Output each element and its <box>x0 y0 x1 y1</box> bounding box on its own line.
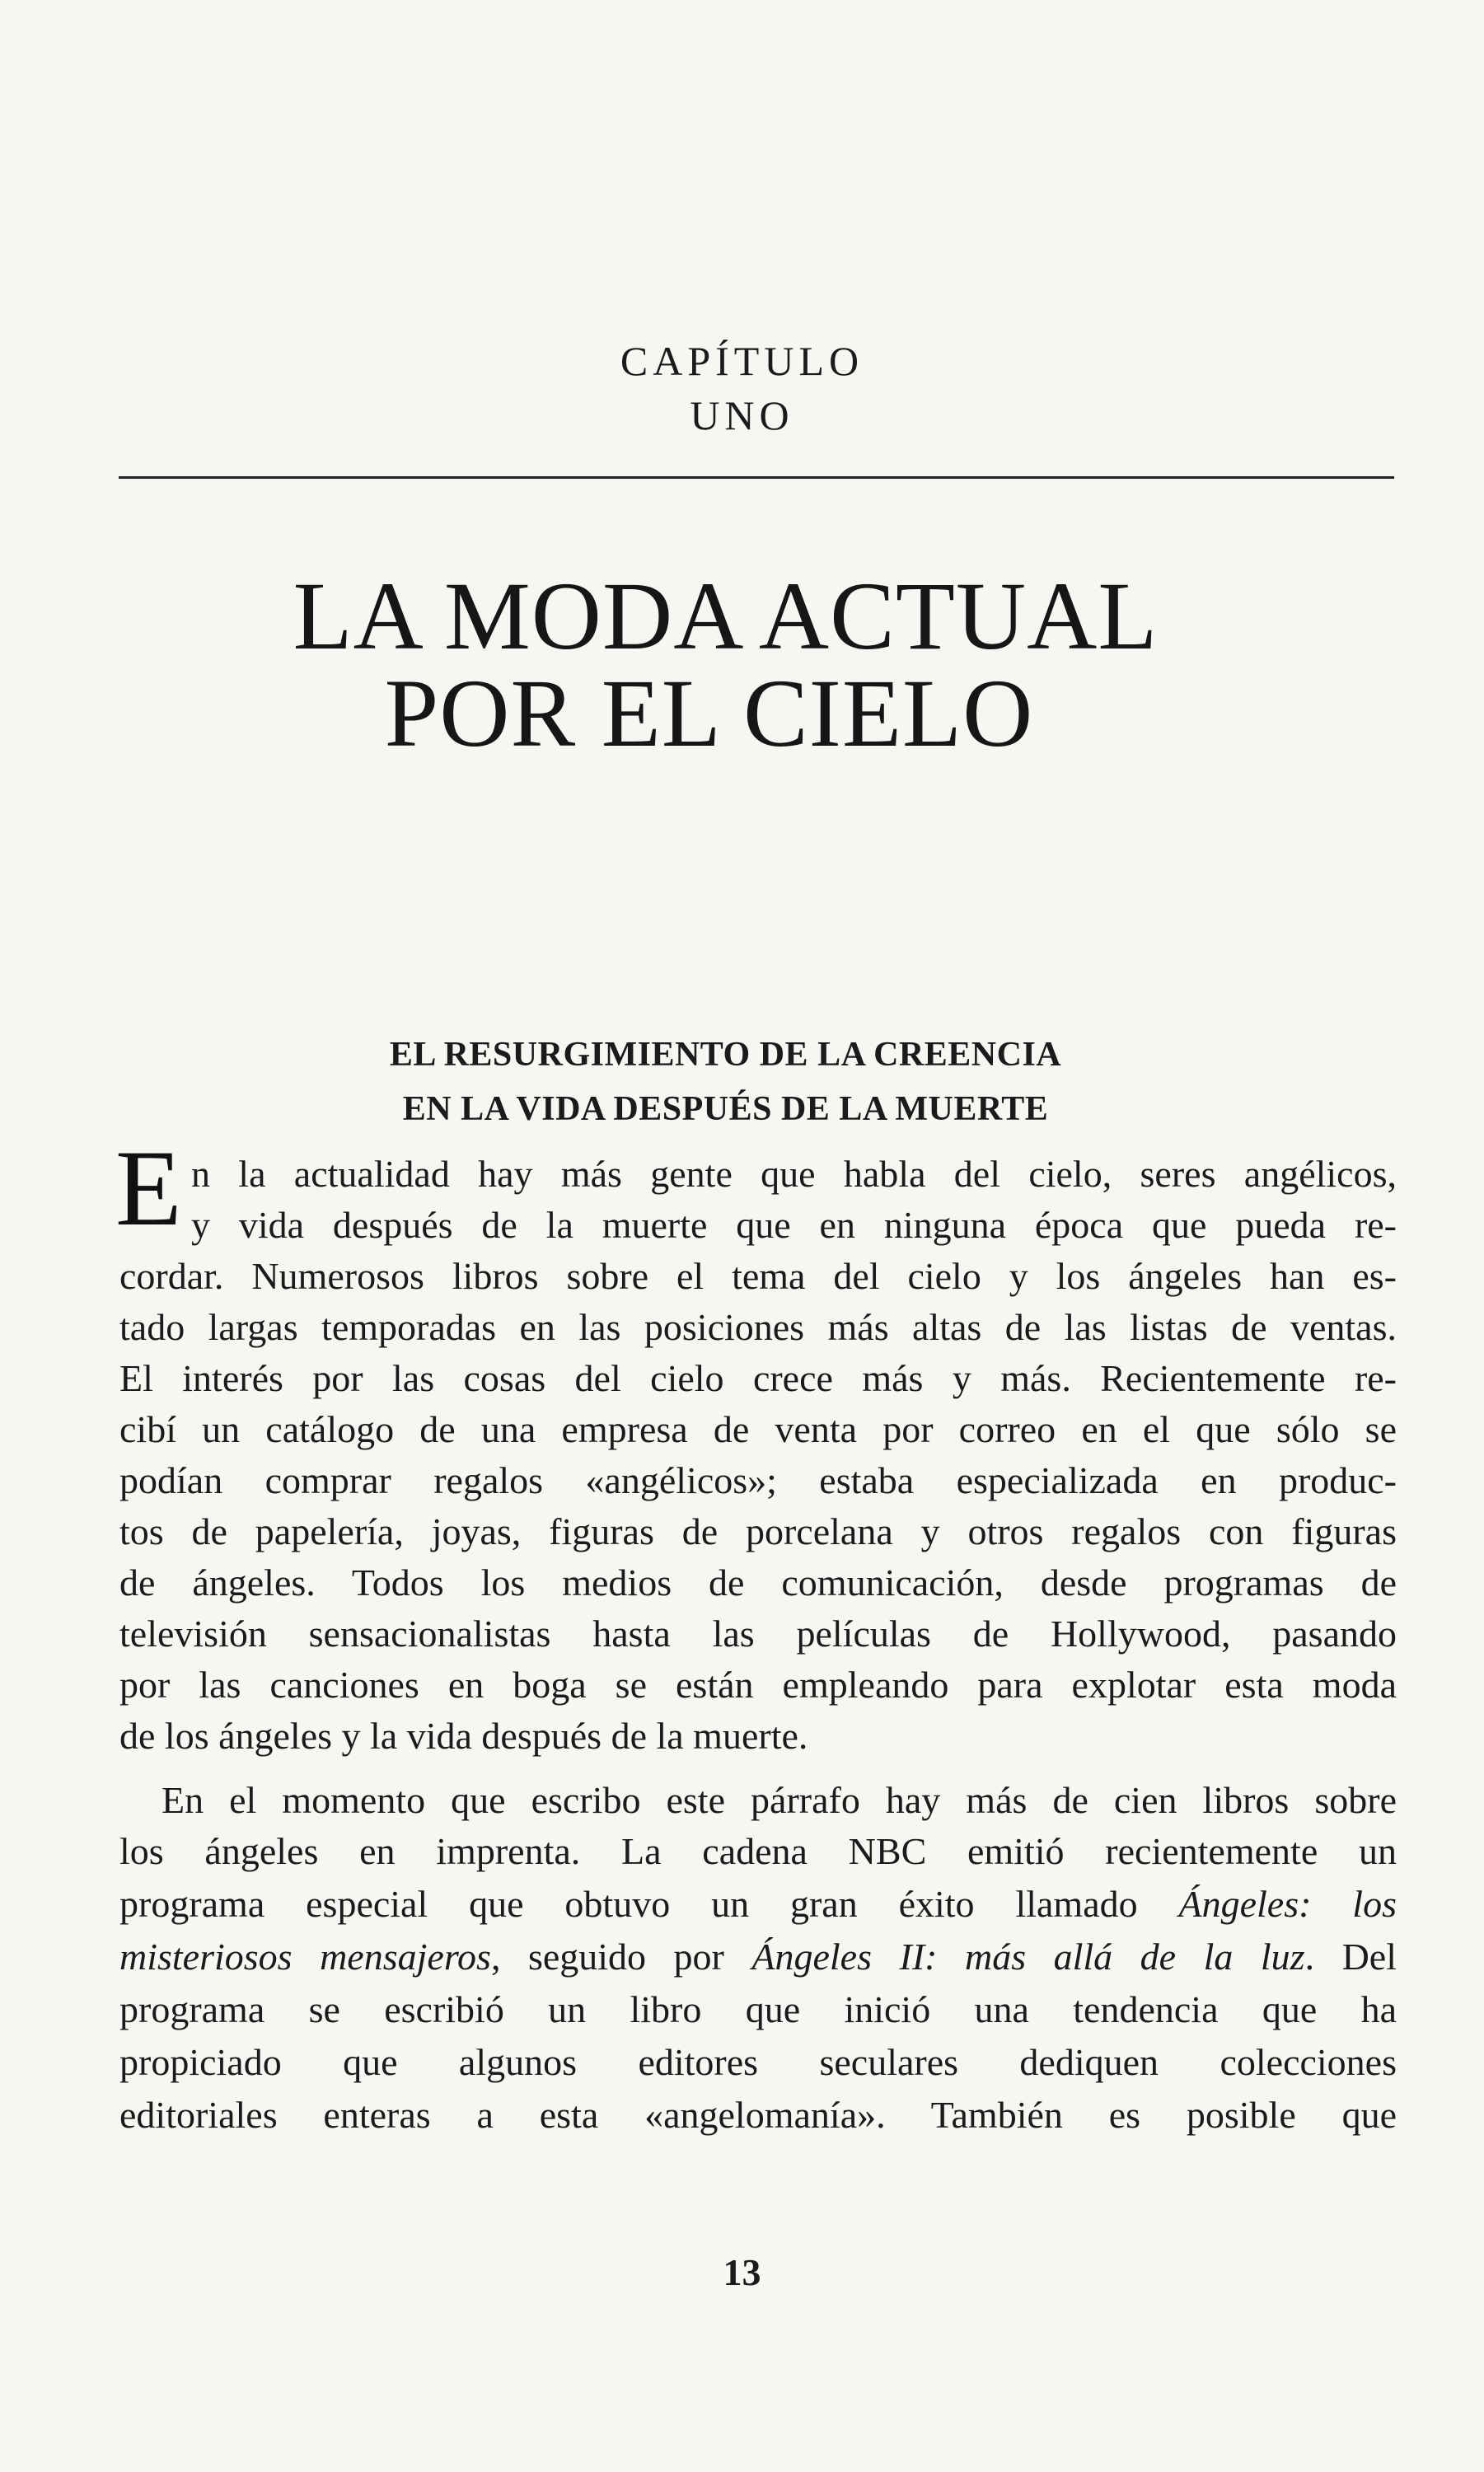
body-line: n la actualidad hay más gente que habla del cielo, seres angélicos, <box>191 1153 1397 1195</box>
body-line <box>119 1931 1397 1983</box>
body-line: cordar. Numerosos libros sobre el tema del cielo y los ángeles han es- <box>119 1255 1397 1297</box>
italic-title: misteriosos mensajeros <box>119 1936 491 1978</box>
body-line: los ángeles en imprenta. La cadena NBC emitió recientemente un <box>119 1830 1397 1872</box>
body-text: . Del <box>1304 1936 1397 1978</box>
body-line <box>119 1879 1397 1930</box>
section-heading-line-2: EN LA VIDA DESPUÉS DE LA MUERTE <box>402 1090 1049 1128</box>
chapter-number: UNO <box>690 392 794 438</box>
chapter-title-line-1: LA MODA ACTUAL <box>293 562 1159 670</box>
italic-title: Ángeles II: más allá de la luz <box>751 1936 1305 1978</box>
italic-title: Ángeles: los <box>1178 1883 1397 1925</box>
body-line: cibí un catálogo de una empresa de venta por correo en el que sólo se <box>119 1408 1397 1450</box>
body-line: televisión sensacionalistas hasta las películas de Hollywood, pasando <box>119 1613 1397 1655</box>
body-line: El interés por las cosas del cielo crece más y más. Recientemente re- <box>119 1357 1397 1399</box>
body-line: editoriales enteras a esta «angelomanía». También es posible que <box>119 2094 1397 2136</box>
chapter-title-line-2: POR EL CIELO <box>384 659 1034 767</box>
body-line: programa se escribió un libro que inició una tendencia que ha <box>119 1988 1397 2030</box>
chapter-kicker: CAPÍTULO <box>620 338 864 384</box>
body-line: por las canciones en boga se están empleando para explotar esta moda <box>119 1664 1397 1706</box>
body-line: y vida después de la muerte que en ninguna época que pueda re- <box>191 1204 1397 1246</box>
body-line: de los ángeles y la vida después de la muerte. <box>119 1715 808 1757</box>
page-number: 13 <box>723 2251 761 2293</box>
drop-cap: E <box>115 1127 182 1248</box>
body-line: propiciado que algunos editores seculares dediquen colecciones <box>119 2041 1397 2083</box>
body-text: programa especial que obtuvo un gran éxito llamado <box>119 1883 1179 1925</box>
section-heading-line-1: EL RESURGIMIENTO DE LA CREENCIA <box>389 1036 1062 1074</box>
body-line: podían comprar regalos «angélicos»; estaba especializada en produc- <box>119 1459 1397 1501</box>
body-line: de ángeles. Todos los medios de comunicación, desde programas de <box>119 1561 1397 1604</box>
body-line: tos de papelería, joyas, figuras de porcelana y otros regalos con figuras <box>119 1510 1397 1552</box>
body-text: , seguido por <box>490 1936 752 1978</box>
body-line: tado largas temporadas en las posiciones más altas de las listas de ventas. <box>119 1306 1397 1348</box>
chapter-divider <box>119 476 1394 479</box>
body-line: En el momento que escribo este párrafo hay más de cien libros sobre <box>162 1779 1397 1821</box>
